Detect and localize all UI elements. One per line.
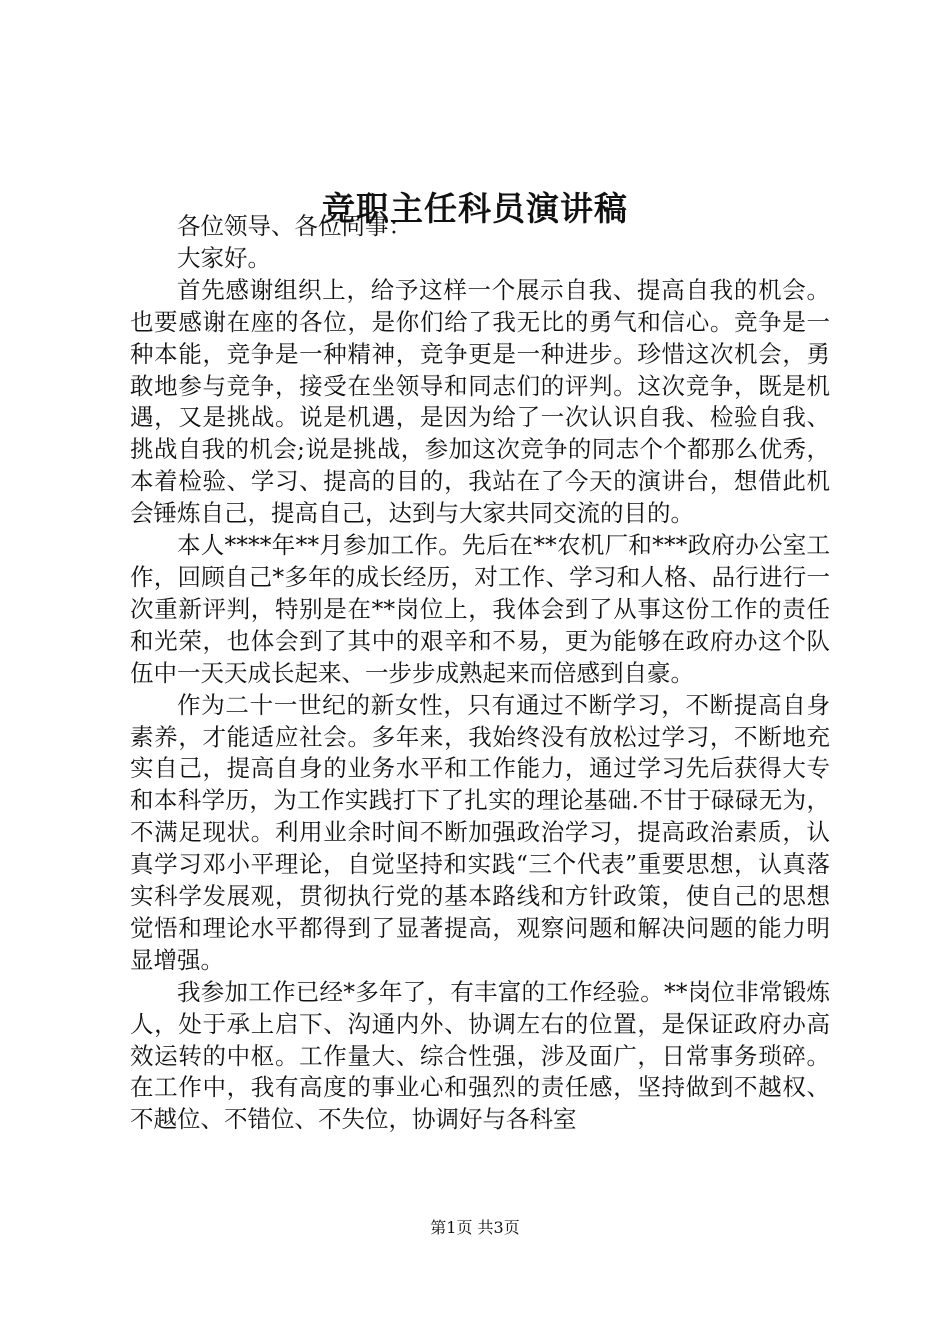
paragraph-experience: 我参加工作已经*多年了，有丰富的工作经验。**岗位非常锻炼人，处于承上启下、沟通内外、协调左右的位置，是保证政府办高效运转的中枢。工作量大、综合性强，涉及面广，日常事务琐碎。在工作中，我有高度的事业心和强烈的责任感，坚持做到不越权、不越位、不错位、不失位，协调好与各科室 <box>130 977 830 1134</box>
salutation: 各位领导、各位同事： <box>177 212 412 240</box>
document-body <box>130 211 830 1136</box>
paragraph-learning: 作为二十一世纪的新女性，只有通过不断学习，不断提高自身素养，才能适应社会。多年来，我始终没有放松过学习，不断地充实自己，提高自身的业务水平和工作能力，通过学习先后获得大专和本科学历，为工作实践打下了扎实的理论基础.不甘于碌碌无为，不满足现状。利用业余时间不断加强政治学习，提高政治素质，认真学习邓小平理论，自觉坚持和实践“三个代表”重要思想，认真落实科学发展观，贯彻执行党的基本路线和方针政策，使自己的思想觉悟和理论水平都得到了显著提高，观察问题和解决问题的能力明显增强。 <box>130 690 830 974</box>
paragraph-thanks: 首先感谢组织上，给予这样一个展示自我、提高自我的机会。也要感谢在座的各位，是你们给了我无比的勇气和信心。竞争是一种本能，竞争是一种精神，竞争更是一种进步。珍惜这次机会，勇敢地参与竞争，接受在坐领导和同志们的评判。这次竞争，既是机遇，又是挑战。说是机遇，是因为给了一次认识自我、检验自我、挑战自我的机会;说是挑战，参加这次竞争的同志个个都那么优秀，本着检验、学习、提高的目的，我站在了今天的演讲台，想借此机会锤炼自己，提高自己，达到与大家共同交流的目的。 <box>130 275 830 528</box>
page-number: 第1页 共3页 <box>430 1218 520 1237</box>
greeting: 大家好。 <box>177 243 271 272</box>
paragraph-background: 本人****年**月参加工作。先后在**农机厂和***政府办公室工作，回顾自己*多年的成长经历，对工作、学习和人格、品行进行一次重新评判，特别是在**岗位上，我体会到了从事这份工作的责任和光荣，也体会到了其中的艰辛和不易，更为能够在政府办这个队伍中一天天成长起来、一步步成熟起来而倍感到自豪。 <box>130 531 830 687</box>
document-title: 竞职主任科员演讲稿 <box>322 189 628 228</box>
